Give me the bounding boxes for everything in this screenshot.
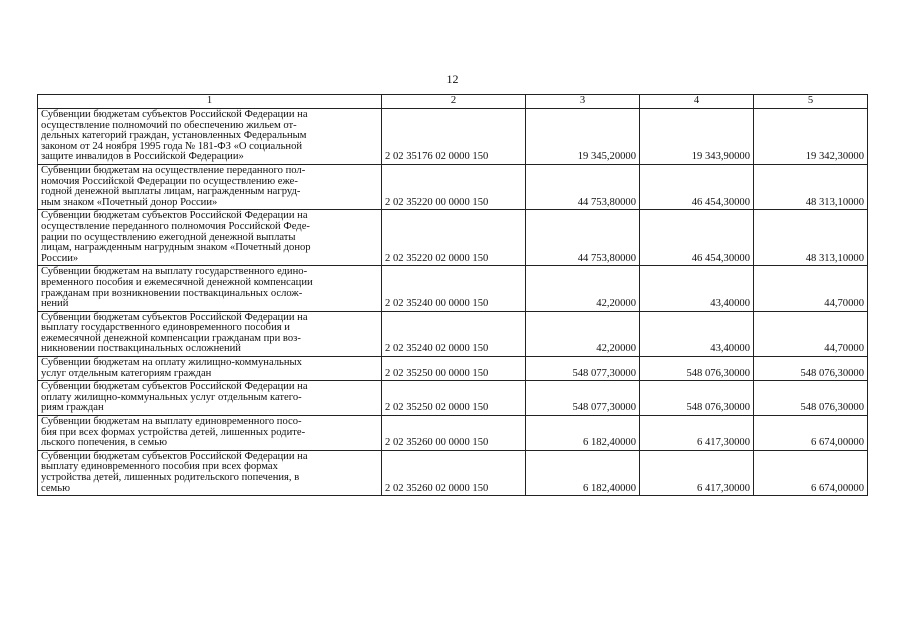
row-code-cell: 2 02 35240 00 0000 150 (382, 266, 526, 311)
row-value-2024-cell: 46 454,30000 (640, 164, 754, 209)
row-name-cell (38, 357, 382, 381)
row-value-2025-cell: 19 342,30000 (754, 109, 868, 165)
table-row (38, 210, 868, 266)
row-value-2024-cell: 43,40000 (640, 266, 754, 311)
header-cell-5: 5 (754, 95, 868, 109)
row-value-2025-cell: 44,70000 (754, 266, 868, 311)
row-name-cell (38, 210, 382, 266)
row-name-cell (38, 311, 382, 356)
header-row (38, 95, 868, 109)
row-value-2023-cell: 548 077,30000 (526, 357, 640, 381)
row-name-cell (38, 416, 382, 451)
row-value-2025-cell: 44,70000 (754, 311, 868, 356)
row-name-text: Субвенции бюджетам на осуществление переданного пол- номочия Российской Федерации по осуществлению еже- годной денежной выплаты лицам, награжденным нагруд- ным знаком «Почетный донор России» (41, 164, 306, 208)
table-row (38, 357, 868, 381)
row-value-2023-cell: 42,20000 (526, 266, 640, 311)
row-value-2023-cell: 19 345,20000 (526, 109, 640, 165)
row-value-2024-cell: 6 417,30000 (640, 416, 754, 451)
page-number: 12 (446, 72, 459, 86)
row-value-2025-cell: 6 674,00000 (754, 416, 868, 451)
row-name-text: Субвенции бюджетам на оплату жилищно-коммунальных услуг отдельным категориям граждан (41, 357, 302, 379)
row-code-cell: 2 02 35176 02 0000 150 (382, 109, 526, 165)
row-value-2023-cell: 548 077,30000 (526, 381, 640, 416)
table-row (38, 109, 868, 165)
row-code-cell: 2 02 35240 02 0000 150 (382, 311, 526, 356)
table-row (38, 311, 868, 356)
row-code-cell: 2 02 35260 02 0000 150 (382, 450, 526, 495)
row-name-cell (38, 266, 382, 311)
row-name-cell (38, 450, 382, 495)
row-value-2024-cell: 19 343,90000 (640, 109, 754, 165)
table-row (38, 450, 868, 495)
budget-table-body (38, 95, 868, 496)
row-name-text: Субвенции бюджетам субъектов Российской Федерации на выплату единовременного пособия при всех формах устройства детей, лишенных родительского попечения, в семью (41, 450, 308, 494)
row-name-text: Субвенции бюджетам субъектов Российской Федерации на осуществление полномочий по обеспечению жильем от- дельных категорий граждан, установленных Федеральным законом от 24 ноября 1995 года № 181-ФЗ «О социальной защите инвалидов в Российской Федерации» (41, 109, 308, 163)
table-row (38, 164, 868, 209)
row-value-2025-cell: 48 313,10000 (754, 210, 868, 266)
row-name-text: Субвенции бюджетам субъектов Российской Федерации на выплату государственного единовременного пособия и ежемесячной денежной компенсации гражданам при воз- никновении поствакцинальных осложнений (41, 311, 308, 355)
row-code-cell: 2 02 35220 00 0000 150 (382, 164, 526, 209)
table-row (38, 266, 868, 311)
row-code-cell: 2 02 35220 02 0000 150 (382, 210, 526, 266)
row-value-2023-cell: 44 753,80000 (526, 210, 640, 266)
header-cell-4: 4 (640, 95, 754, 109)
row-value-2024-cell: 46 454,30000 (640, 210, 754, 266)
row-name-cell (38, 164, 382, 209)
table-row (38, 381, 868, 416)
row-name-cell (38, 381, 382, 416)
row-value-2025-cell: 48 313,10000 (754, 164, 868, 209)
row-value-2025-cell: 548 076,30000 (754, 381, 868, 416)
row-code-cell: 2 02 35250 00 0000 150 (382, 357, 526, 381)
row-code-cell: 2 02 35250 02 0000 150 (382, 381, 526, 416)
row-name-cell (38, 109, 382, 165)
row-value-2023-cell: 44 753,80000 (526, 164, 640, 209)
row-value-2023-cell: 6 182,40000 (526, 450, 640, 495)
row-name-text: Субвенции бюджетам субъектов Российской Федерации на оплату жилищно-коммунальных услуг отдельным катего- риям граждан (41, 381, 308, 414)
header-cell-3: 3 (526, 95, 640, 109)
row-value-2024-cell: 43,40000 (640, 311, 754, 356)
row-value-2023-cell: 6 182,40000 (526, 416, 640, 451)
header-cell-1: 1 (38, 95, 382, 109)
row-value-2025-cell: 548 076,30000 (754, 357, 868, 381)
row-value-2024-cell: 548 076,30000 (640, 381, 754, 416)
row-name-text: Субвенции бюджетам на выплату единовременного посо- бия при всех формах устройства детей, лишенных родите- льского попечения, в семью (41, 416, 306, 449)
row-name-text: Субвенции бюджетам на выплату государственного едино- временного пособия и ежемесячной денежной компенсации гражданам при возникновении поствакцинальных ослож- нений (41, 266, 313, 310)
row-name-text: Субвенции бюджетам субъектов Российской Федерации на осуществление переданного полномочия Российской Феде- рации по осуществлению ежегодной денежной выплаты лицам, награжденным нагрудным знаком «Почетный донор России» (41, 210, 311, 264)
row-value-2025-cell: 6 674,00000 (754, 450, 868, 495)
budget-table (37, 94, 868, 496)
header-cell-2: 2 (382, 95, 526, 109)
table-row (38, 416, 868, 451)
row-value-2024-cell: 6 417,30000 (640, 450, 754, 495)
row-code-cell: 2 02 35260 00 0000 150 (382, 416, 526, 451)
row-value-2023-cell: 42,20000 (526, 311, 640, 356)
row-value-2024-cell: 548 076,30000 (640, 357, 754, 381)
